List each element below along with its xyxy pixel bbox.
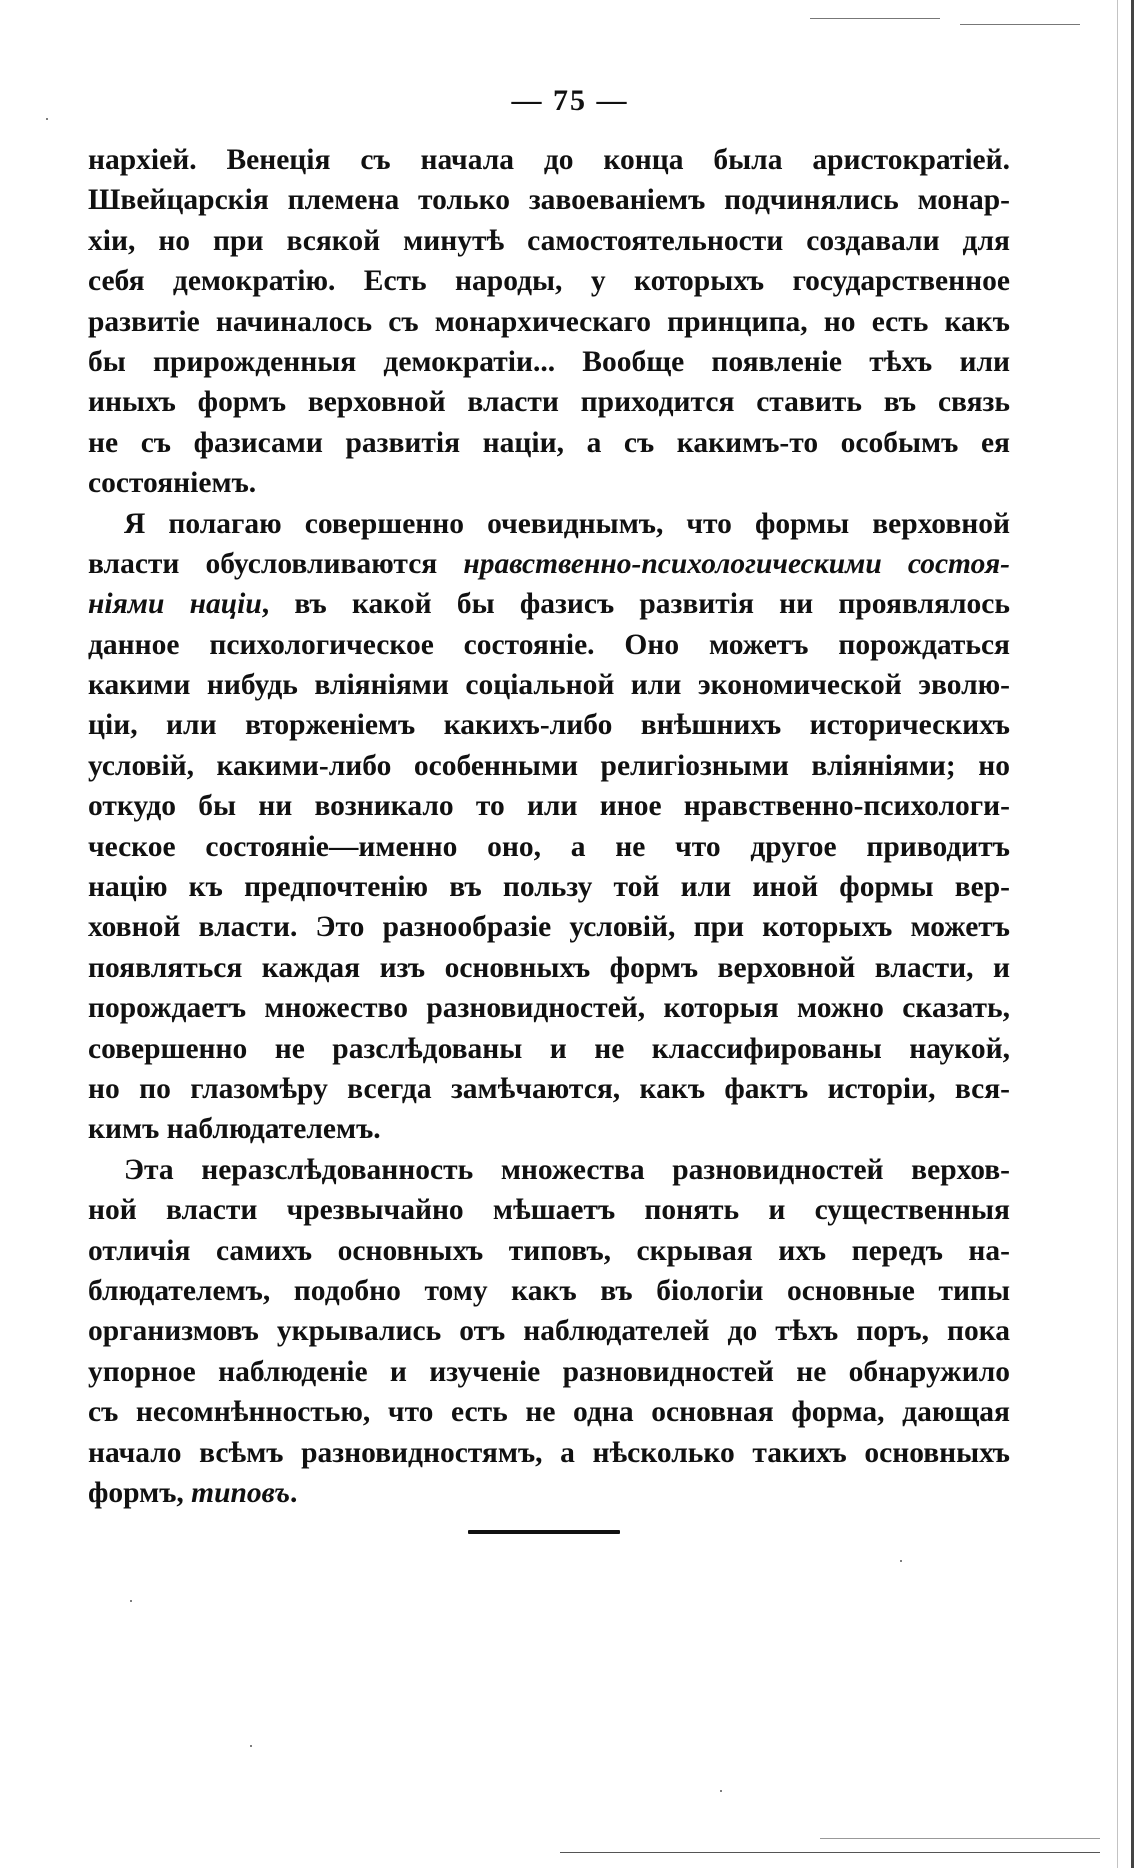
text-line: ховной власти. Это разнообразіе условій, при которыхъ можетъ [88,911,1010,944]
text-line: какими нибудь вліяніями соціальной или экономической эволю- [88,669,1010,702]
emphasis-text: типовъ [191,1476,291,1509]
text-line: иныхъ формъ верховной власти приходится ставить въ связь [88,386,1010,419]
scan-artifact-bottom [820,1838,1100,1839]
scan-artifact-top [810,18,940,19]
text-line: бы прирожденныя демократіи... Вообще появленіе тѣхъ или [88,345,1010,378]
text-line: упорное наблюденіе и изученіе разновидностей не обнаружило [88,1355,1010,1388]
text-line [88,1473,1010,1513]
scan-artifact-top [960,24,1080,25]
paragraph [88,1150,1010,1514]
scan-speck [720,1790,722,1792]
text-line: начало всѣмъ разновидностямъ, а нѣсколько такихъ основныхъ [88,1436,1010,1469]
page-number: — 75 — [511,84,629,117]
text-line: не съ фазисами развитія націи, а съ какимъ-то особымъ ея [88,426,1010,459]
text-line: націю къ предпочтенію въ пользу той или иной формы вер- [88,871,1010,904]
text-line: откудо бы ни возникало то или иное нравственно-психологи- [88,790,1010,823]
text-line: хіи, но при всякой минутѣ самостоятельности создавали для [88,224,1010,257]
text-line: появляться каждая изъ основныхъ формъ верховной власти, и [88,951,1010,984]
section-end-rule [468,1530,620,1534]
emphasis-text: ніями націи [88,588,262,621]
text-run: , въ какой бы фазисъ развитія ни проявлялось [261,588,1010,621]
text-line [88,544,1010,584]
text-line: отличія самихъ основныхъ типовъ, скрывая ихъ передъ на- [88,1234,1010,1267]
text-line: порождаетъ множество разновидностей, которыя можно сказать, [88,992,1010,1025]
emphasis-text: нравственно-психологическими состоя- [463,547,1010,580]
text-line: данное психологическое состояніе. Оно можетъ порождаться [88,628,1010,661]
scan-speck [900,1560,902,1562]
binding-edge-shadow [1117,0,1118,1868]
text-line: состояніемъ. [88,467,257,500]
text-line: развитіе начиналось съ монархическаго принципа, но есть какъ [88,305,1010,338]
text-line: съ несомнѣнностью, что есть не одна основная форма, дающая [88,1396,1010,1429]
text-line: ной власти чрезвычайно мѣшаетъ понять и существенныя [88,1194,1010,1227]
text-line: Эта неразслѣдованность множества разновидностей верхов- [124,1153,1010,1186]
text-line [88,584,1010,624]
text-line: Швейцарскія племена только завоеваніемъ подчинялись монар- [88,184,1010,217]
text-line: но по глазомѣру всегда замѣчаются, какъ фактъ исторіи, вся- [88,1072,1010,1105]
scan-artifact-bottom [560,1852,1100,1853]
text-line: организмовъ укрывались отъ наблюдателей до тѣхъ поръ, пока [88,1315,1010,1348]
text-run: власти обусловливаются [88,547,464,580]
scan-speck [250,1745,252,1747]
text-line: условій, какими-либо особенными религіозными вліяніями; но [88,749,1010,782]
scan-speck [46,118,48,120]
text-line: ческое состояніе—именно оно, а не что другое приводитъ [88,830,1010,863]
text-line: нархіей. Венеція съ начала до конца была аристократіей. [88,144,1010,176]
binding-edge [1131,0,1134,1868]
text-line: себя демократію. Есть народы, у которыхъ государственное [88,265,1010,298]
text-run: . [290,1476,298,1509]
text-line: кимъ наблюдателемъ. [88,1113,381,1146]
paragraph [88,140,1010,504]
text-line: совершенно не разслѣдованы и не классифированы наукой, [88,1032,1010,1065]
text-line: блюдателемъ, подобно тому какъ въ біологіи основные типы [88,1274,1010,1307]
text-line: ціи, или вторженіемъ какихъ-либо внѣшнихъ историческихъ [88,709,1010,742]
body-text [88,140,1010,1513]
text-line: Я полагаю совершенно очевиднымъ, что формы верховной [124,507,1010,540]
text-run: формъ, [88,1476,192,1509]
scan-speck [130,1600,132,1602]
paragraph [88,504,1010,1150]
